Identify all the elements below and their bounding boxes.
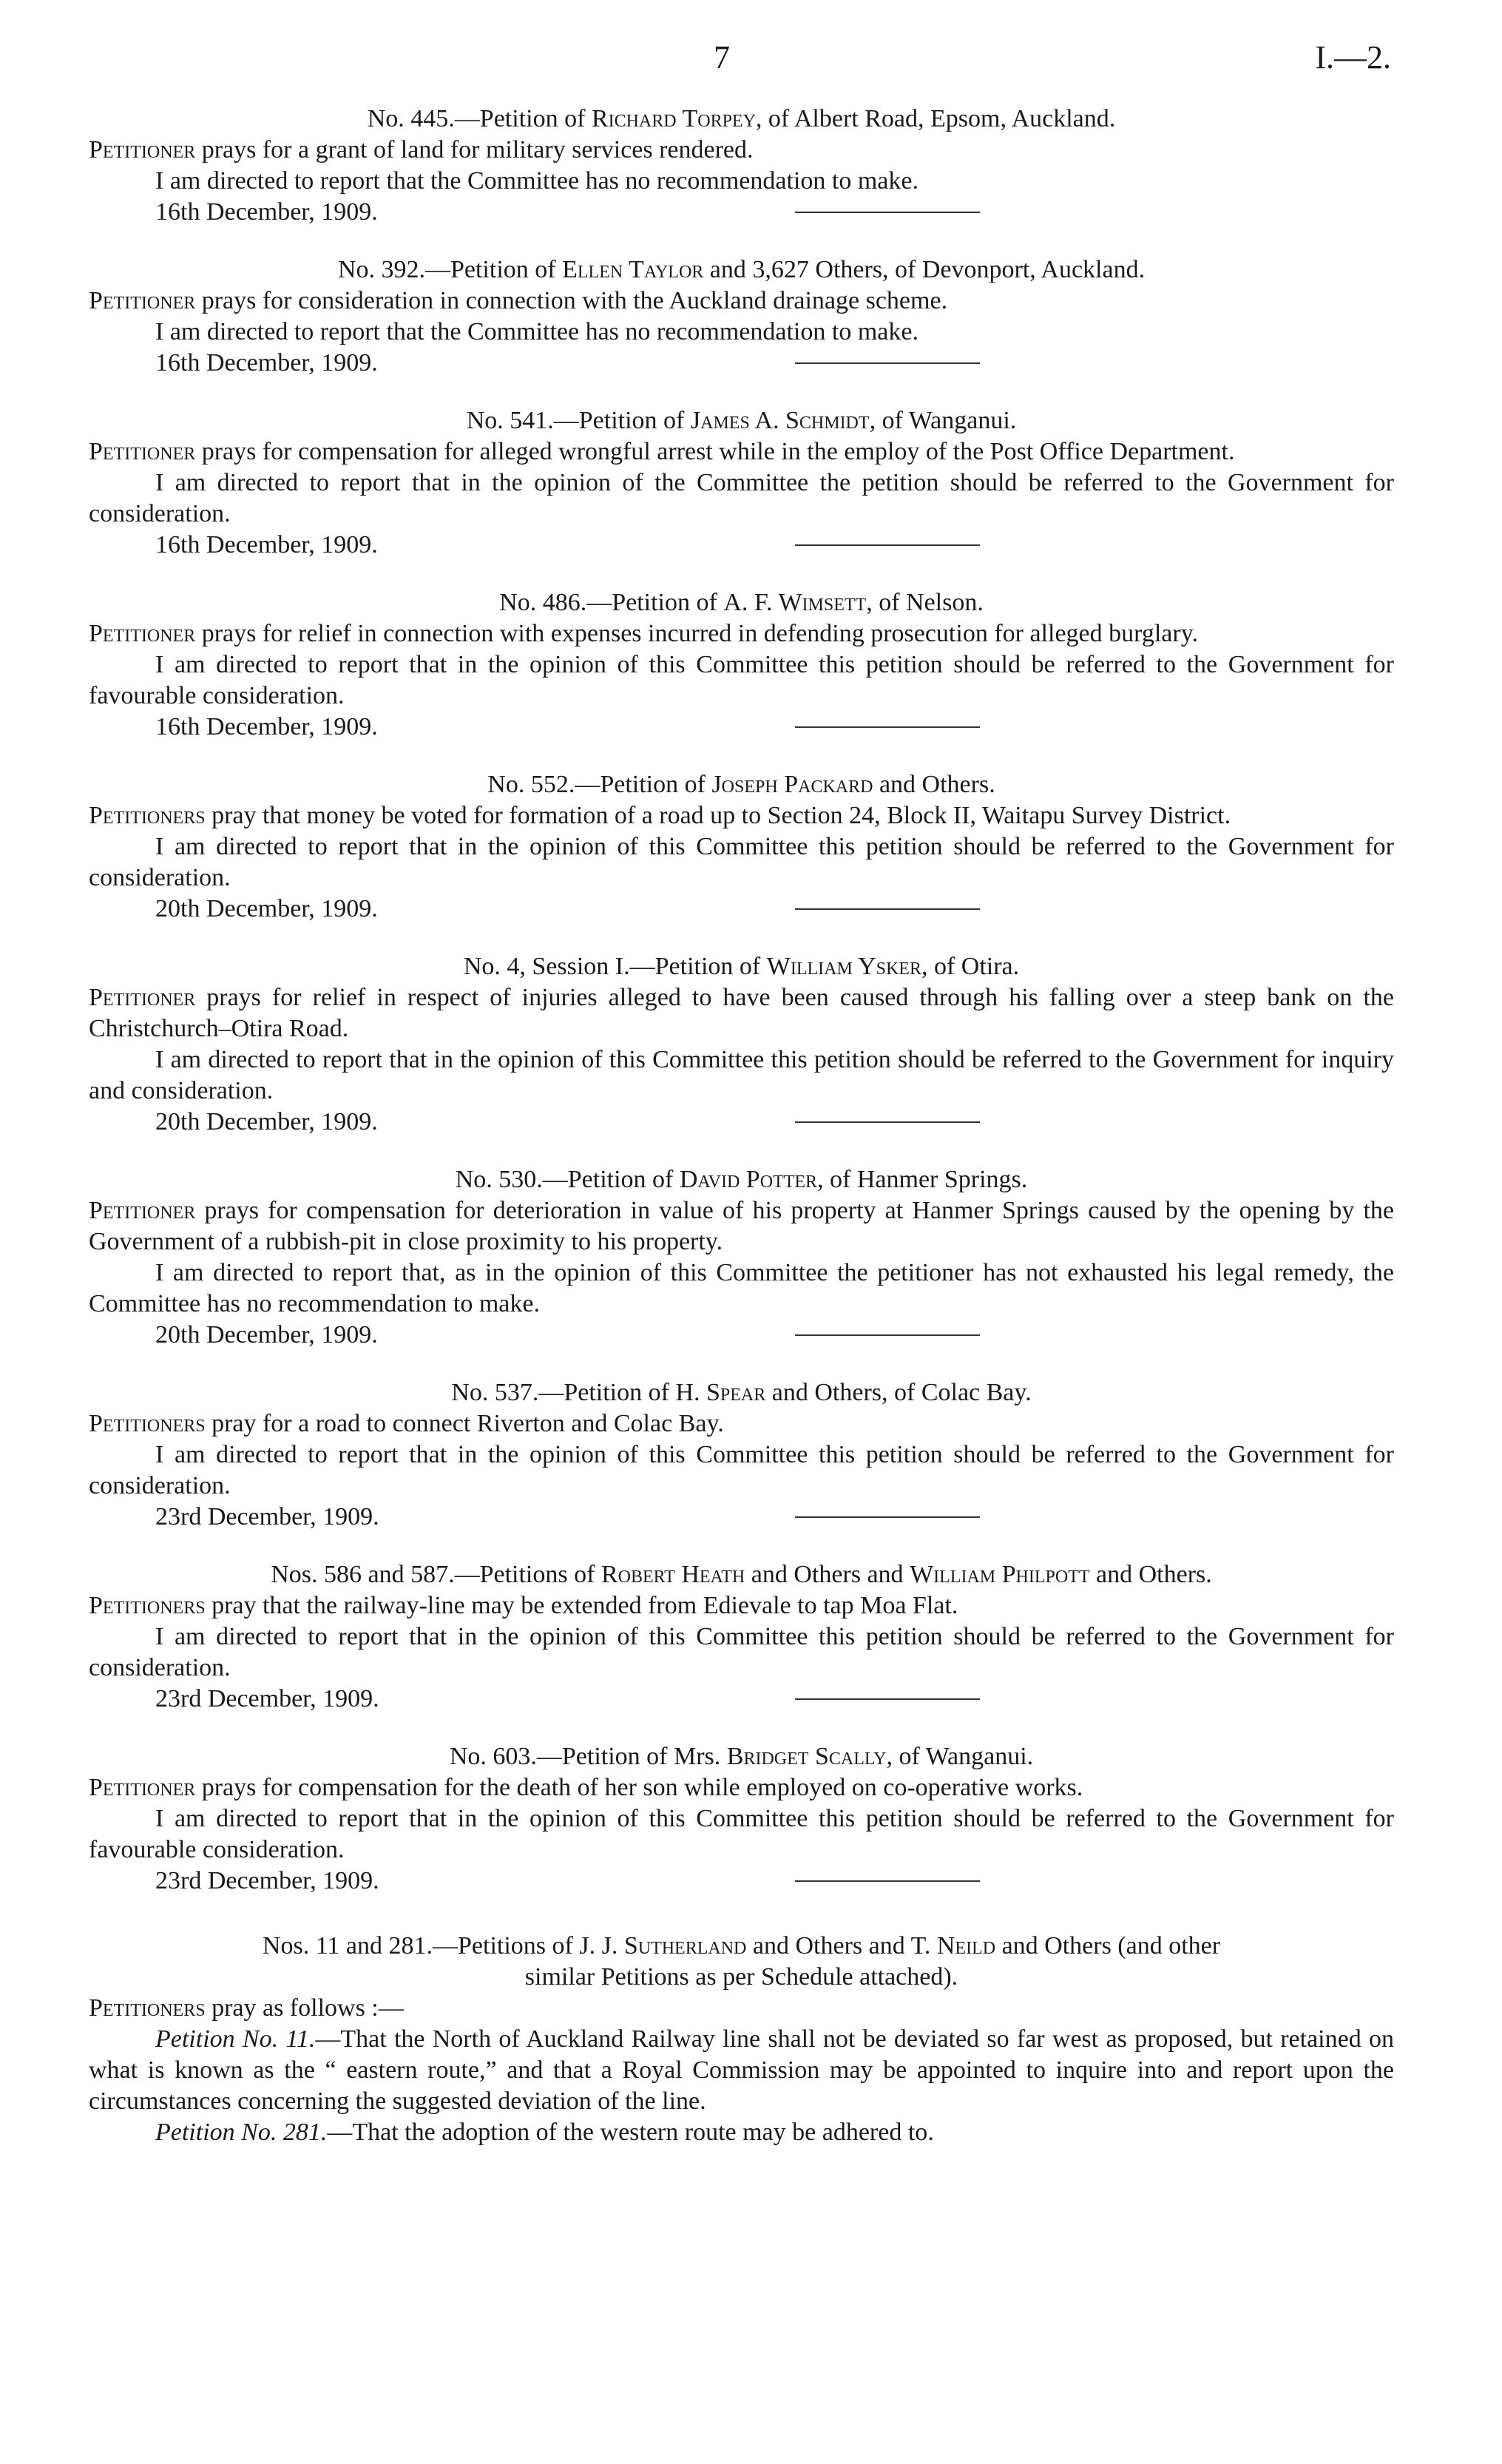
document-body (89, 104, 1394, 1923)
entry-date: 23rd December, 1909. (155, 1867, 379, 1894)
entry-report: I am directed to report that in the opinion of this Committee this petition should be referred to the Government for consideration. (89, 1441, 1394, 1499)
separator-rule (795, 212, 980, 213)
entry-prayer: Petitioners pray that the railway-line may be extended from Edievale to tap Moa Flat. (89, 1592, 958, 1619)
entry-prayer: Petitioner prays for compensation for the death of her son while employed on co-operative works. (89, 1774, 1083, 1801)
entry-prayer: Petitioner prays for relief in respect of injuries alleged to have been caused through his falling over a steep bank on the Christchurch–Otira Road. (89, 984, 1394, 1042)
final-entry (89, 1931, 1394, 2148)
entry-report: I am directed to report that in the opinion of this Committee this petition should be referred to the Government for favourable consideration. (89, 651, 1394, 709)
separator-rule (795, 1880, 980, 1882)
separator-rule (795, 544, 980, 546)
entry-heading: No. 541.—Petition of James A. Schmidt, of Wanganui. (466, 407, 1017, 434)
entry-report: I am directed to report that in the opinion of the Committee the petition should be referred to the Government for consideration. (89, 469, 1394, 527)
separator-rule (795, 1698, 980, 1700)
entry-date: 20th December, 1909. (155, 895, 378, 922)
document-id: I.—2. (1315, 39, 1391, 75)
entry-prayer: Petitioners pray as follows :— (89, 1994, 404, 2022)
petition-entry (89, 254, 1394, 379)
page-number: 7 (714, 39, 730, 75)
petition-entry (89, 1559, 1394, 1715)
separator-rule (795, 1516, 980, 1518)
petition-entry (89, 405, 1394, 561)
petition-entry (89, 104, 1394, 228)
entry-prayer: Petitioner prays for compensation for deterioration in value of his property at Hanmer Springs caused by the opening by the Government of a rubbish-pit in close proximity to his property. (89, 1197, 1394, 1255)
separator-rule (795, 1334, 980, 1336)
entry-date: 23rd December, 1909. (155, 1503, 379, 1530)
entry-report: I am directed to report that in the opinion of this Committee this petition should be referred to the Government for consideration. (89, 833, 1394, 891)
entry-date: 16th December, 1909. (155, 198, 378, 226)
entry-heading: No. 552.—Petition of Joseph Packard and Others. (487, 771, 995, 798)
petition-entry (89, 1164, 1394, 1351)
separator-rule (795, 1121, 980, 1123)
entry-heading: Nos. 586 and 587.—Petitions of Robert Heath and Others and William Philpott and Others. (271, 1561, 1212, 1588)
entry-heading: No. 445.—Petition of Richard Torpey, of Albert Road, Epsom, Auckland. (367, 105, 1116, 132)
entry-heading-continued: similar Petitions as per Schedule attached). (524, 1963, 958, 1991)
entry-date: 23rd December, 1909. (155, 1685, 379, 1712)
entry-date: 16th December, 1909. (155, 531, 378, 558)
entry-date: 16th December, 1909. (155, 349, 378, 377)
entry-report: I am directed to report that the Committee has no recommendation to make. (155, 167, 919, 195)
entry-date: 16th December, 1909. (155, 713, 378, 740)
entry-heading: No. 537.—Petition of H. Spear and Others, of Colac Bay. (451, 1379, 1032, 1406)
entry-prayer: Petitioner prays for compensation for alleged wrongful arrest while in the employ of the Post Office Department. (89, 438, 1235, 465)
entry-prayer: Petitioners pray for a road to connect Riverton and Colac Bay. (89, 1410, 724, 1437)
entry-heading: No. 392.—Petition of Ellen Taylor and 3,627 Others, of Devonport, Auckland. (337, 256, 1146, 283)
entry-prayer: Petitioner prays for relief in connection with expenses incurred in defending prosecution for alleged burglary. (89, 620, 1198, 647)
entry-report: I am directed to report that in the opinion of this Committee this petition should be referred to the Government for favourable consideration. (89, 1805, 1394, 1863)
separator-rule (795, 726, 980, 728)
entry-prayer: Petitioner prays for a grant of land for military services rendered. (89, 136, 754, 163)
entry-report: I am directed to report that in the opinion of this Committee this petition should be referred to the Government for inquiry and consideration. (89, 1046, 1394, 1104)
petition-11-text: Petition No. 11.—That the North of Auckland Railway line shall not be deviated so far west as proposed, but retained on what is known as the “ eastern route,” and that a Royal Commission may be appointed to inquire into and report upon the circumstances concerning the suggested deviation of the line. (89, 2025, 1394, 2115)
separator-rule (795, 362, 980, 364)
petition-entry (89, 951, 1394, 1138)
entry-prayer: Petitioners pray that money be voted for formation of a road up to Section 24, Block II, Waitapu Survey District. (89, 802, 1231, 829)
entry-heading: No. 530.—Petition of David Potter, of Hanmer Springs. (455, 1166, 1028, 1193)
petition-entry (89, 769, 1394, 925)
entry-report: I am directed to report that, as in the opinion of this Committee the petitioner has not exhausted his legal remedy, the Committee has no recommendation to make. (89, 1259, 1394, 1317)
petition-281-text: Petition No. 281.—That the adoption of the western route may be adhered to. (155, 2119, 934, 2146)
entry-date: 20th December, 1909. (155, 1321, 378, 1349)
entry-date: 20th December, 1909. (155, 1108, 378, 1135)
petition-entry (89, 587, 1394, 743)
entry-heading: No. 486.—Petition of A. F. Wimsett, of Nelson. (499, 589, 984, 616)
entry-report: I am directed to report that the Committee has no recommendation to make. (155, 318, 919, 345)
entry-heading: Nos. 11 and 281.—Petitions of J. J. Sutherland and Others and T. Neild and Others (and other (262, 1932, 1221, 1960)
entry-heading: No. 603.—Petition of Mrs. Bridget Scally, of Wanganui. (449, 1743, 1034, 1770)
entry-heading: No. 4, Session I.—Petition of William Ysker, of Otira. (463, 953, 1020, 980)
entry-prayer: Petitioner prays for consideration in connection with the Auckland drainage scheme. (89, 287, 948, 314)
entry-report: I am directed to report that in the opinion of this Committee this petition should be referred to the Government for consideration. (89, 1623, 1394, 1681)
petition-entry (89, 1741, 1394, 1897)
separator-rule (795, 908, 980, 910)
petition-entry (89, 1377, 1394, 1533)
